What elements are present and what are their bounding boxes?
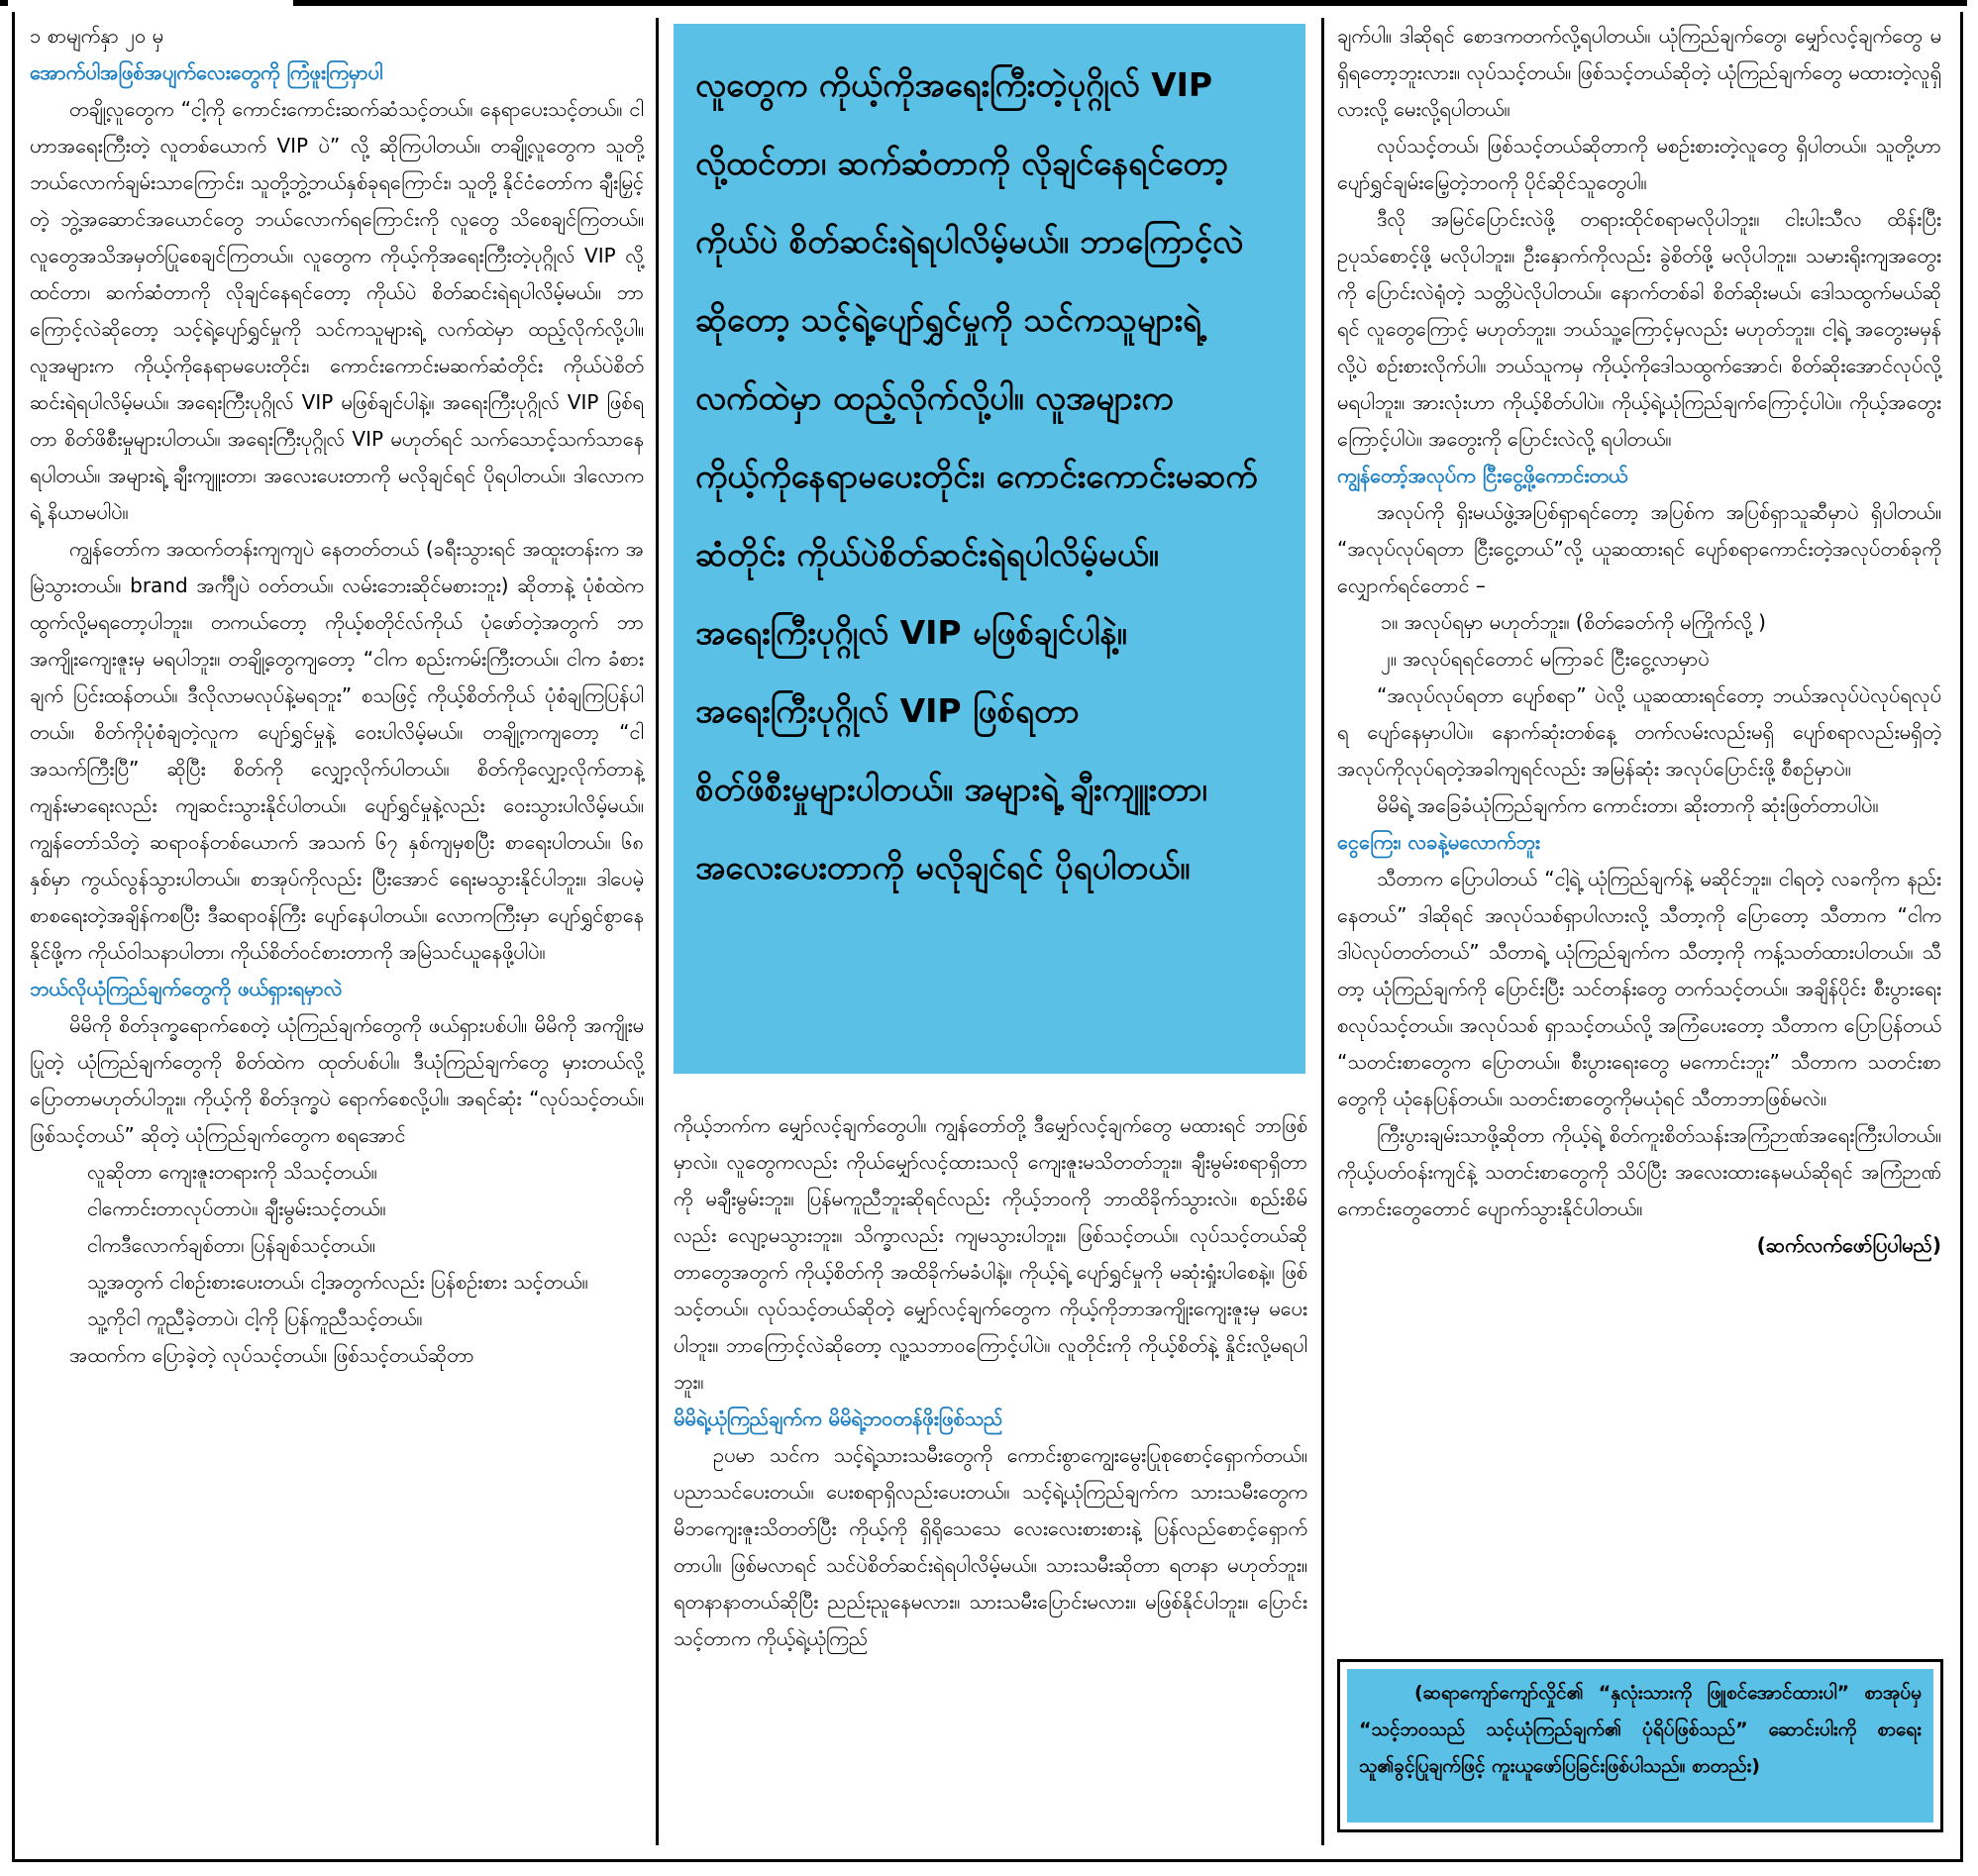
- pull-quote-line: စိတ်ဖိစီးမှုများပါတယ်။ အများရဲ့ ချီးကျူးတာ၊: [695, 770, 1207, 808]
- body-paragraph: အလုပ်ကို ရှိးမယ်ဖွဲ့အပြစ်ရှာရင်တော့ အပြစ်က အပြစ်ရှာသူဆီမှာပဲ ရှိပါတယ်။ “အလုပ်လုပ်ရတာ ငြီးငွေ့တယ်”လို့ ယူဆထားရင် ပျော်စရာကောင်းတဲ့အလုပ်တစ်ခုကို လျှောက်ရင်တောင် –: [1337, 500, 1941, 597]
- page-reference: ၁ စာမျက်နှာ ၂၀ မှ: [30, 24, 164, 48]
- credit-panel: [1347, 1669, 1933, 1823]
- column-middle: [674, 1107, 1307, 1657]
- section-heading: မိမိရဲ့ယုံကြည်ချက်က မိမိရဲ့ဘဝတန်ဖိုးဖြစ်သည်: [674, 1407, 1003, 1430]
- body-paragraph: တချို့လူတွေက “ငါ့ကို ကောင်းကောင်းဆက်ဆံသင့်တယ်။ နေရာပေးသင့်တယ်။ ငါဟာအရေးကြီးတဲ့ လူတစ်ယောက် VIP ပဲ” လို့ ဆိုကြပါတယ်။ တချို့လူတွေက သူတို့ဘယ်လောက်ချမ်းသာကြောင်း၊ သူတို့ဘွဲ့ဘယ်နှစ်ခုရကြောင်း၊ သူတို့ နိုင်ငံတော်က ချီးမြှင့်တဲ့ ဘွဲ့အဆောင်အယောင်တွေ ဘယ်လောက်ရကြောင်းကို လူတွေ သိစေချင်ကြတယ်။ လူတွေအသိအမှတ်ပြုစေချင်ကြတယ်။ လူတွေက ကိုယ့်ကိုအရေးကြီးတဲ့ပုဂ္ဂိုလ် VIP လို့ထင်တာ၊ ဆက်ဆံတာကို လိုချင်နေရင်တော့ ကိုယ်ပဲ စိတ်ဆင်းရဲရပါလိမ့်မယ်။ ဘာကြောင့်လဲဆိုတော့ သင့်ရဲ့ပျော်ရွှင်မှုကို သင်ကသူများရဲ့ လက်ထဲမှာ ထည့်လိုက်လို့ပါ။ လူအများက ကိုယ့်ကိုနေရာမပေးတိုင်း၊ ကောင်းကောင်းမဆက်ဆံတိုင်း ကိုယ်ပဲစိတ်ဆင်းရဲရပါလိမ့်မယ်။ အရေးကြီးပုဂ္ဂိုလ် VIP မဖြစ်ချင်ပါနဲ့။ အရေးကြီးပုဂ္ဂိုလ် VIP ဖြစ်ရတာ စိတ်ဖိစီးမှုများပါတယ်။ အရေးကြီးပုဂ္ဂိုလ် VIP မဟုတ်ရင် သက်သောင့်သက်သာနေရပါတယ်။ အများရဲ့ ချီးကျူးတာ၊ အလေးပေးတာကို မလိုချင်ရင် ပိုရပါတယ်။ ဒါလောကရဲ့ နိယာမပါပဲ။: [30, 97, 644, 524]
- pull-quote-line: အရေးကြီးပုဂ္ဂိုလ် VIP ဖြစ်ရတာ: [695, 691, 1080, 730]
- body-paragraph: အထက်က ပြောခဲ့တဲ့ လုပ်သင့်တယ်။ ဖြစ်သင့်တယ်ဆိုတာ: [69, 1343, 474, 1367]
- column-right: [1337, 18, 1941, 1264]
- body-paragraph: ကျွန်တော်က အထက်တန်းကျကျပဲ နေတတ်တယ် (ခရီးသွားရင် အထူးတန်းက အမြဲသွားတယ်။ brand အင်္ကျီပဲ ဝတ်တယ်။ လမ်းဘေးဆိုင်မစားဘူး) ဆိုတာနဲ့ ပုံစံထဲက ထွက်လို့မရတော့ပါဘူး။ တကယ်တော့ ကိုယ့်စတိုင်လ်ကိုယ် ပုံဖော်တဲ့အတွက် ဘာအကျိုးကျေးဇူးမှ မရပါဘူး။ တချို့တွေကျတော့ “ငါက စည်းကမ်းကြီးတယ်။ ငါက ခံစားချက် ပြင်းထန်တယ်။ ဒီလိုလာမလုပ်နဲ့မရဘူး” စသဖြင့် ကိုယ့်စိတ်ကိုယ် ပုံစံချကြပြန်ပါတယ်။ စိတ်ကိုပုံစံချတဲ့လူက ပျော်ရွှင်မှုနဲ့ ဝေးပါလိမ့်မယ်။ တချို့ကကျတော့ “ငါအသက်ကြီးပြီ” ဆိုပြီး စိတ်ကို လျှော့လိုက်ပါတယ်။ စိတ်ကိုလျှော့လိုက်တာနဲ့ ကျန်းမာရေးလည်း ကျဆင်းသွားနိုင်ပါတယ်။ ပျော်ရွှင်မှုနဲ့လည်း ဝေးသွားပါလိမ့်မယ်။ ကျွန်တော်သိတဲ့ ဆရာဝန်တစ်ယောက် အသက် ၆၇ နှစ်ကျမှစပြီး စာရေးပါတယ်။ ၆၈ နှစ်မှာ ကွယ်လွန်သွားပါတယ်။ စာအုပ်ကိုလည်း ပြီးအောင် ရေးမသွားနိုင်ပါဘူး။ ဒါပေမဲ့ စာစရေးတဲ့အချိန်ကစပြီး ဒီဆရာဝန်ကြီး ပျော်နေပါတယ်။ လောကကြီးမှာ ပျော်ရွှင်စွာနေနိုင်ဖို့က ကိုယ်ဝါသနာပါတာ၊ ကိုယ်စိတ်ဝင်စားတာကို အမြဲသင်ယူနေဖို့ပါပဲ။: [30, 537, 644, 964]
- pull-quote-line: ကိုယ်ပဲ စိတ်ဆင်းရဲရပါလိမ့်မယ်။ ဘာကြောင့်လဲ: [695, 222, 1244, 261]
- continued-note: (ဆက်လက်ဖော်ပြပါမည်): [1756, 1233, 1941, 1257]
- body-paragraph: ချက်ပါ။ ဒါဆိုရင် စောဒကတက်လို့ရပါတယ်။ ယုံကြည်ချက်တွေ၊ မျှော်လင့်ချက်တွေ မရှိရတော့ဘူးလား။ လုပ်သင့်တယ်။ ဖြစ်သင့်တယ်ဆိုတဲ့ ယုံကြည်ချက်တွေ မထားတဲ့လူရှိလားလို့ မေးလို့ရပါတယ်။: [1337, 24, 1941, 121]
- pull-quote-line: အရေးကြီးပုဂ္ဂိုလ် VIP မဖြစ်ချင်ပါနဲ့။: [695, 613, 1127, 652]
- pull-quote-line: လူတွေက ကိုယ့်ကိုအရေးကြီးတဲ့ပုဂ္ဂိုလ် VIP: [695, 65, 1213, 104]
- list-item: ငါကဒီလောက်ချစ်တာ၊ ပြန်ချစ်သင့်တယ်။: [87, 1233, 375, 1257]
- credit-text: (ဆရာကျော်ကျော်လှိုင်၏ “နှလုံးသားကို ဖြူစင်အောင်ထားပါ” စာအုပ်မှ “သင့်ဘဝသည် သင့်ယုံကြည်ချက်၏ ပုံရိပ်ဖြစ်သည်” ဆောင်းပါးကို စာရေးသူ၏ခွင့်ပြုချက်ဖြင့် ကူးယူဖော်ပြခြင်းဖြစ်ပါသည်။ စာတည်း): [1359, 1682, 1922, 1777]
- pull-quote-line: လက်ထဲမှာ ထည့်လိုက်လို့ပါ။ လူအများက: [695, 378, 1174, 417]
- list-item: သူ့ကိုငါ ကူညီခဲ့တာပဲ၊ ငါ့ကို ပြန်ကူညီသင့်တယ်။: [87, 1306, 423, 1330]
- list-item: ငါကောင်းတာလုပ်တာပဲ။ ချီးမွမ်းသင့်တယ်။: [87, 1197, 386, 1220]
- section-heading: ငွေကြေး၊ လခနဲ့မလောက်ဘူး: [1337, 830, 1540, 854]
- column-divider: [1321, 18, 1324, 1845]
- section-heading: ကျွန်တော့်အလုပ်က ငြီးငွေ့ဖို့ကောင်းတယ်: [1337, 464, 1628, 487]
- list-item: လူဆိုတာ ကျေးဇူးတရားကို သိသင့်တယ်။: [87, 1160, 377, 1184]
- list-item: ၂။ အလုပ်ရရင်တောင် မကြာခင် ငြီးငွေ့လာမှာပဲ: [1381, 647, 1710, 671]
- body-paragraph: “အလုပ်လုပ်ရတာ ပျော်စရာ” ပဲလို့ ယူဆထားရင်တော့ ဘယ်အလုပ်ပဲလုပ်ရလုပ်ရ ပျော်နေမှာပါပဲ။ နောက်ဆုံးတစ်နေ့ တက်လမ်းလည်းမရှိ ပျော်စရာလည်းမရှိတဲ့ အလုပ်ကိုလုပ်ရတဲ့အခါကျရင်လည်း အမြန်ဆုံး အလုပ်ပြောင်းဖို့ စီစဉ်မှာပဲ။: [1337, 683, 1941, 781]
- section-heading: ဘယ်လိုယုံကြည်ချက်တွေကို ဖယ်ရှားရမှာလဲ: [30, 977, 343, 1000]
- column-divider: [656, 18, 659, 1845]
- pull-quote-line: ဆိုတော့ သင့်ရဲ့ပျော်ရွှင်မှုကို သင်ကသူများရဲ့: [695, 300, 1201, 339]
- pull-quote-line: ဆံတိုင်း ကိုယ်ပဲစိတ်ဆင်းရဲရပါလိမ့်မယ်။: [695, 535, 1159, 573]
- section-heading: အောက်ပါအဖြစ်အပျက်လေးတွေကို ကြံဖူးကြမှာပါ: [30, 60, 383, 84]
- top-rule-left: [0, 0, 8, 6]
- list-item: ၁။ အလုပ်ရမှာ မဟုတ်ဘူး။ (စိတ်ခေတ်ကို မကြိုက်လို့ ): [1381, 610, 1766, 634]
- pull-quote-line: ကိုယ့်ကိုနေရာမပေးတိုင်း၊ ကောင်းကောင်းမဆက်: [695, 457, 1258, 495]
- top-rule: [293, 0, 1967, 6]
- body-paragraph: လုပ်သင့်တယ်၊ ဖြစ်သင့်တယ်ဆိုတာကို မစဉ်းစားတဲ့လူတွေ ရှိပါတယ်။ သူတို့ဟာ ပျော်ရွှင်ချမ်းမြေ့တဲ့ဘဝကို ပိုင်ဆိုင်သူတွေပါ။: [1337, 134, 1941, 194]
- body-paragraph: မိမိကို စိတ်ဒုက္ခရောက်စေတဲ့ ယုံကြည်ချက်တွေကို ဖယ်ရှားပစ်ပါ။ မိမိကို အကျိုးမပြုတဲ့ ယုံကြည်ချက်တွေကို စိတ်ထဲက ထုတ်ပစ်ပါ။ ဒီယုံကြည်ချက်တွေ မှားတယ်လို့ ပြောတာမဟုတ်ပါဘူး။ ကိုယ့်ကို စိတ်ဒုက္ခပဲ ရောက်စေလို့ပါ။ အရင်ဆုံး “လုပ်သင့်တယ်။ ဖြစ်သင့်တယ်” ဆိုတဲ့ ယုံကြည်ချက်တွေက စရအောင်: [30, 1013, 644, 1147]
- pull-quote: [674, 24, 1305, 1074]
- credit-box: [1337, 1659, 1943, 1832]
- body-paragraph: ဒီလို အမြင်ပြောင်းလဲဖို့ တရားထိုင်စရာမလိုပါဘူး။ ငါးပါးသီလ ထိန်းပြီး ဥပုသ်စောင့်ဖို့ မလိုပါဘူး။ ဦးနှောက်ကိုလည်း ခွဲစိတ်ဖို့ မလိုပါဘူး။ သမားရိုးကျအတွေးကို ပြောင်းလဲရုံတဲ့ သတ္တိပဲလိုပါတယ်။ နောက်တစ်ခါ စိတ်ဆိုးမယ်၊ ဒေါသထွက်မယ်ဆိုရင် လူတွေကြောင့် မဟုတ်ဘူး။ ဘယ်သူ့ကြောင့်မှလည်း မဟုတ်ဘူး။ ငါ့ရဲ့ အတွေးမမှန်လို့ပဲ စဉ်းစားလိုက်ပါ။ ဘယ်သူကမှ ကိုယ့်ကိုဒေါသထွက်အောင်၊ စိတ်ဆိုးအောင်လုပ်လို့မရပါဘူး။ အားလုံးဟာ ကိုယ့်စိတ်ပါပဲ။ ကိုယ့်ရဲ့ယုံကြည်ချက်ကြောင့်ပါပဲ။ ကိုယ့်အတွေးကြောင့်ပါပဲ။ အတွေးကို ပြောင်းလဲလို့ ရပါတယ်။: [1337, 207, 1941, 451]
- body-paragraph: ဥပမာ သင်က သင့်ရဲ့သားသမီးတွေကို ကောင်းစွာကျွေးမွေးပြုစုစောင့်ရှောက်တယ်။ ပညာသင်ပေးတယ်။ ပေးစရာရှိလည်းပေးတယ်။ သင့်ရဲ့ယုံကြည်ချက်က သားသမီးတွေက မိဘကျေးဇူးသိတတ်ပြီး ကိုယ့်ကို ရှိရိုသေသေ လေးလေးစားစားနဲ့ ပြန်လည်စောင့်ရှောက်တာပါ။ ဖြစ်မလာရင် သင်ပဲစိတ်ဆင်းရဲရပါလိမ့်မယ်။ သားသမီးဆိုတာ ရတနာ မဟုတ်ဘူး။ ရတနာနာတယ်ဆိုပြီး ညည်းညူနေမလား။ သားသမီးပြောင်းမလား။ မဖြစ်နိုင်ပါဘူး။ ပြောင်းသင့်တာက ကိုယ့်ရဲ့ယုံကြည်: [674, 1443, 1307, 1650]
- list-item: သူ့အတွက် ငါစဉ်းစားပေးတယ်၊ ငါ့အတွက်လည်း ပြန်စဉ်းစား သင့်တယ်။: [87, 1270, 588, 1294]
- column-left: [30, 18, 644, 1374]
- body-paragraph: ကြီးပွားချမ်းသာဖို့ဆိုတာ ကိုယ့်ရဲ့ စိတ်ကူးစိတ်သန်းအကြံဉာဏ်အရေးကြီးပါတယ်။ ကိုယ့်ပတ်ဝန်းကျင်နဲ့ သတင်းစာတွေကို သိပ်ပြီး အလေးထားနေမယ်ဆိုရင် အကြံဉာဏ်ကောင်းတွေတောင် ပျောက်သွားနိုင်ပါတယ်။: [1337, 1123, 1941, 1220]
- body-paragraph: မိမိရဲ့ အခြေခံယုံကြည်ချက်က ကောင်းတာ၊ ဆိုးတာကို ဆုံးဖြတ်တာပါပဲ။: [1377, 793, 1879, 817]
- body-paragraph: ကိုယ့်ဘက်က မျှော်လင့်ချက်တွေပါ။ ကျွန်တော်တို့ ဒီမျှော်လင့်ချက်တွေ မထားရင် ဘာဖြစ်မှာလဲ။ လူတွေကလည်း ကိုယ်မျှော်လင့်ထားသလို ကျေးဇူးမသိတတ်ဘူး။ ချီးမွမ်းစရာရှိတာကို မချီးမွမ်းဘူး။ ပြန်မကူညီဘူးဆိုရင်လည်း ကိုယ့်ဘဝကို ဘာထိခိုက်သွားလဲ။ စည်းစိမ်လည်း လျော့မသွားဘူး။ သိက္ခာလည်း ကျမသွားပါဘူး။ ဖြစ်သင့်တယ်။ လုပ်သင့်တယ်ဆိုတာတွေအတွက် ကိုယ့်စိတ်ကို အထိခိုက်မခံပါနဲ့။ ကိုယ့်ရဲ့ ပျော်ရွှင်မှုကို မဆုံးရှုံးပါစေနဲ့။ ဖြစ်သင့်တယ်။ လုပ်သင့်တယ်ဆိုတဲ့ မျှော်လင့်ချက်တွေက ကိုယ့်ကိုဘာအကျိုးကျေးဇူးမှ မပေးပါဘူး။ ဘာကြောင့်လဲဆိုတော့ လူ့သဘာဝကြောင့်ပါပဲ။ လူတိုင်းကို ကိုယ့်စိတ်နဲ့ နှိုင်းလို့မရပါဘူး။: [674, 1113, 1307, 1394]
- pull-quote-line: အလေးပေးတာကို မလိုချင်ရင် ပိုရပါတယ်။: [695, 848, 1191, 886]
- pull-quote-line: လို့ထင်တာ၊ ဆက်ဆံတာကို လိုချင်နေရင်တော့: [695, 144, 1229, 182]
- body-paragraph: သီတာက ပြောပါတယ် “ငါ့ရဲ့ ယုံကြည်ချက်နဲ့ မဆိုင်ဘူး။ ငါရတဲ့ လခကိုက နည်းနေတယ်” ဒါဆိုရင် အလုပ်သစ်ရှာပါလားလို့ သီတာ့ကို ပြောတော့ သီတာက “ငါက ဒါပဲလုပ်တတ်တယ်” သီတာရဲ့ ယုံကြည်ချက်က သီတာ့ကို ကန့်သတ်ထားပါတယ်။ သီတာ့ ယုံကြည်ချက်ကို ပြောင်းပြီး သင်တန်းတွေ တက်သင့်တယ်။ အချိန်ပိုင်း စီးပွားရေးစလုပ်သင့်တယ်။ အလုပ်သစ် ရှာသင့်တယ်လို့ အကြံပေးတော့ သီတာက ပြောပြန်တယ် “သတင်းစာတွေက ပြောတယ်။ စီးပွားရေးတွေ မကောင်းဘူး” သီတာက သတင်းစာတွေကို ယုံနေပြန်တယ်။ သတင်းစာတွေကိုမယုံရင် သီတာဘာဖြစ်မလဲ။: [1337, 867, 1941, 1110]
